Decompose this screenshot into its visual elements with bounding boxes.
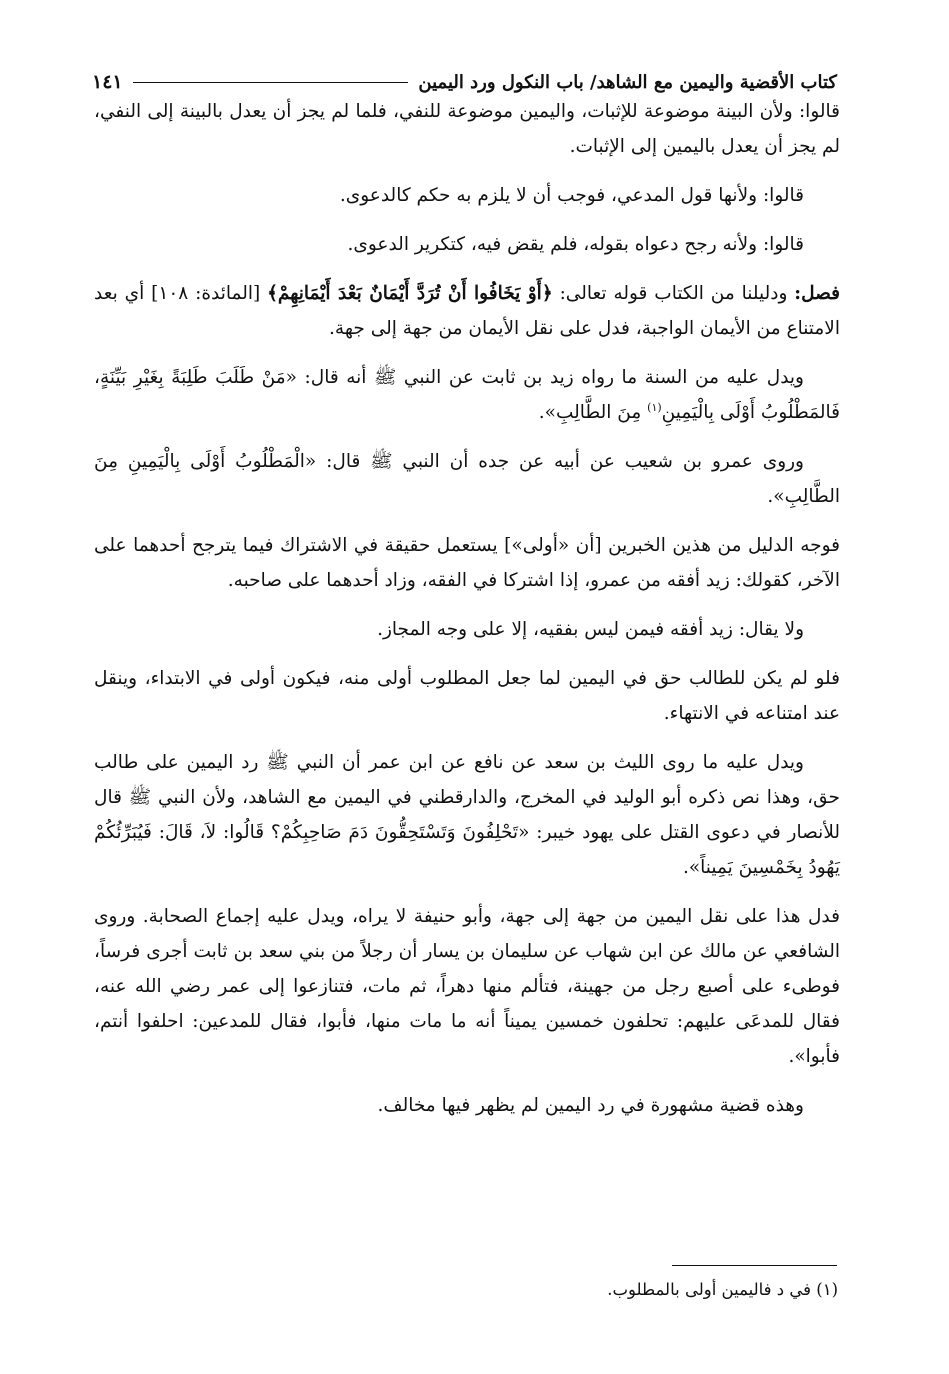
hadith-text: «مَنْ طَلَبَ طَلِبَةً بِغَيْرِ بَيِّنَةٍ، فَالمَطْلُوبُ أَوْلَى بِالْيَمِينِ <box>94 367 840 423</box>
footnote-divider <box>672 1265 837 1266</box>
paragraph: فوجه الدليل من هذين الخبرين [أن «أولى»] يستعمل حقيقة في الاشتراك فيما يترجح أحدهما على الآخر، كقولك: زيد أفقه من عمرو، إذا اشتركا في الفقه، وزاد أحدهما على صاحبه. <box>94 535 840 591</box>
main-text <box>94 94 840 1137</box>
footnote: (١) في د فاليمين أولى بالمطلوب. <box>607 1280 838 1299</box>
hadith-text: «تَحْلِفُونَ وَتَسْتَحِقُّونَ دَمَ صَاحِبِكُمْ؟ قَالُوا: لاَ، قَالَ: فَيُبَرِّئُكُمْ يَهُودُ بِخَمْسِينَ يَمِيناً». <box>94 822 840 878</box>
page-number: ١٤١ <box>92 71 123 93</box>
fasl-intro: ودليلنا من الكتاب قوله تعالى: <box>559 283 788 304</box>
paragraph-fasl <box>94 276 840 346</box>
paragraph-amr <box>94 444 840 514</box>
header-title: كتاب الأقضية واليمين مع الشاهد/ باب النكول ورد اليمين <box>418 71 837 93</box>
paragraph-sunnah <box>94 360 840 430</box>
paragraph: قالوا: ولأن البينة موضوعة للإثبات، واليمين موضوعة للنفي، فلما لم يجز أن يعدل بالبينة إلى النفي، لم يجز أن يعدل باليمين إلى الإثبات. <box>94 101 840 157</box>
paragraph: ولا يقال: زيد أفقه فيمن ليس بفقيه، إلا على وجه المجاز. <box>377 619 804 640</box>
paragraph: وهذه قضية مشهورة في رد اليمين لم يظهر فيها مخالف. <box>377 1095 804 1116</box>
fasl-label: فصل: <box>794 283 841 304</box>
quran-verse: ﴿أَوْ يَخَافُوا أَنْ تُرَدَّ أَيْمَانٌ بَعْدَ أَيْمَانِهِمْ﴾ <box>267 283 553 304</box>
fasl-rest: [المائدة: ١٠٨] أي بعد الامتناع من الأيمان الواجبة، فدل على نقل الأيمان من جهة إلى جهة. <box>94 283 840 339</box>
footnote-ref[interactable]: (١) <box>647 400 662 414</box>
header-rule <box>133 82 409 83</box>
paragraph: قالوا: ولأنه رجح دعواه بقوله، فلم يقض فيه، كتكرير الدعوى. <box>347 234 804 255</box>
hadith-text: مِنَ الطَّالِبِ». <box>538 402 642 423</box>
amr-intro: وروى عمرو بن شعيب عن أبيه عن جده أن النبي ﷺ قال: <box>326 451 804 472</box>
paragraph: فدل هذا على نقل اليمين من جهة إلى جهة، وأبو حنيفة لا يراه، ويدل عليه إجماع الصحابة. وروى الشافعي عن مالك عن ابن شهاب عن سليمان بن يسار أن رجلاً من بني سعد بن ثابت أجرى فرساً، فوطىء على أصبع رجل من جهينة، فتألم منها دهراً، ثم مات، فتنازعوا إلى عمر رضي الله عنه، فقال للمدعَى عليهم: تحلفون خمسين يميناً أنه ما مات منها، فأبوا، فقال للمدعين: احلفوا أنتم، فأبوا». <box>94 906 840 1067</box>
paragraph-layth <box>94 745 840 885</box>
layth-text: ويدل عليه ما روى الليث بن سعد عن نافع عن ابن عمر أن النبي ﷺ رد اليمين على طالب حق، وهذا نص ذكره أبو الوليد في المخرج، والدارقطني في اليمين مع الشاهد، ولأن النبي ﷺ قال للأنصار في دعوى القتل على يهود خيبر: <box>94 752 840 843</box>
paragraph: قالوا: ولأنها قول المدعي، فوجب أن لا يلزم به حكم كالدعوى. <box>339 185 804 206</box>
hadith-text: «الْمَطْلُوبُ أَوْلَى بِالْيَمِينِ مِنَ الطَّالِبِ». <box>94 451 840 507</box>
paragraph: فلو لم يكن للطالب حق في اليمين لما جعل المطلوب أولى منه، فيكون أولى في الابتداء، وينقل عند امتناعه في الانتهاء. <box>94 668 840 724</box>
sunnah-intro: ويدل عليه من السنة ما رواه زيد بن ثابت عن النبي ﷺ أنه قال: <box>304 367 804 388</box>
